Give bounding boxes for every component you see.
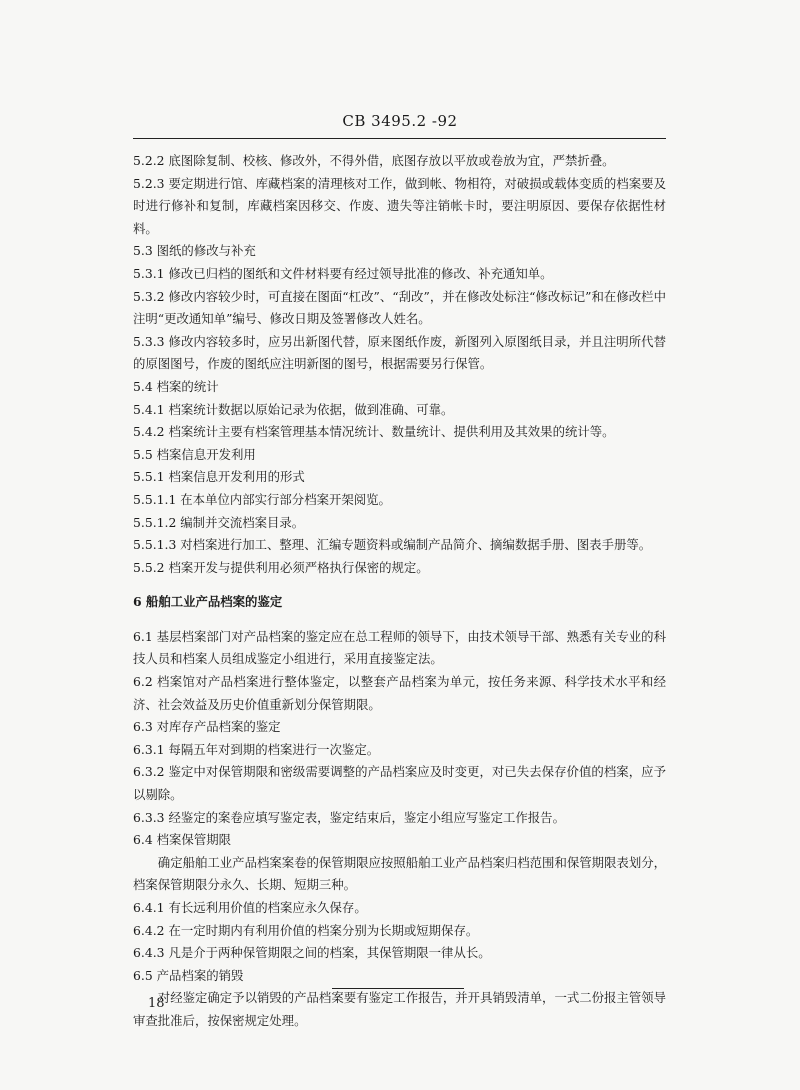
section-6-heading: 6 船舶工业产品档案的鉴定 xyxy=(133,594,283,610)
clause-5-5-1-1: 5.5.1.1 在本单位内部实行部分档案开架阅览。 xyxy=(133,491,391,507)
clause-6-4-3: 6.4.3 凡是介于两种保管期限之间的档案，其保管期限一律从长。 xyxy=(133,945,491,961)
footer-rule xyxy=(332,988,464,989)
clause-5-4-1: 5.4.1 档案统计数据以原始记录为依据，做到准确、可靠。 xyxy=(133,401,454,417)
clause-6-3-3: 6.3.3 经鉴定的案卷应填写鉴定表，鉴定结束后，鉴定小组应写鉴定工作报告。 xyxy=(133,809,565,825)
clause-6-3: 6.3 对库存产品档案的鉴定 xyxy=(133,719,281,735)
clause-6-1: 6.1 基层档案部门对产品档案的鉴定应在总工程师的领导下，由技术领导干部、熟悉有关专业的科技人员和档案人员组成鉴定小组进行，采用直接鉴定法。 xyxy=(133,628,666,667)
page-number: 18 xyxy=(148,996,165,1011)
clause-5-3: 5.3 图纸的修改与补充 xyxy=(133,243,256,259)
header-rule xyxy=(133,138,666,139)
clause-6-4-1: 6.4.1 有长远利用价值的档案应永久保存。 xyxy=(133,900,367,915)
standard-code-header: CB 3495.2 -92 xyxy=(342,112,458,130)
clause-5-4-2: 5.4.2 档案统计主要有档案管理基本情况统计、数量统计、提供利用及其效果的统计等。 xyxy=(133,424,615,440)
clause-6-5-paragraph: 对经鉴定确定予以销毁的产品档案要有鉴定工作报告，并开具销毁清单，一式二份报主管领导审查批准后，按保密规定处理。 xyxy=(133,990,666,1028)
body-text xyxy=(133,150,666,1033)
clause-6-4-2: 6.4.2 在一定时期内有利用价值的档案分别为长期或短期保存。 xyxy=(133,922,479,938)
clause-5-3-1: 5.3.1 修改已归档的图纸和文件材料要有经过领导批准的修改、补充通知单。 xyxy=(133,265,553,281)
clause-5-3-3: 5.3.3 修改内容较多时，应另出新图代替，原来图纸作废，新图列入原图纸目录，并且注明所代替的原图图号，作废的图纸应注明新图的图号，根据需要另行保管。 xyxy=(133,333,666,372)
clause-6-5: 6.5 产品档案的销毁 xyxy=(133,967,244,983)
clause-5-2-2: 5.2.2 底图除复制、校核、修改外，不得外借，底图存放以平放或卷放为宜，严禁折叠。 xyxy=(133,153,615,168)
clause-6-4-paragraph: 确定船舶工业产品档案案卷的保管期限应按照船舶工业产品档案归档范围和保管期限表划分，档案保管期限分永久、长期、短期三种。 xyxy=(133,854,666,893)
clause-5-2-3: 5.2.3 要定期进行馆、库藏档案的清理核对工作，做到帐、物相符，对破损或载体变质的档案要及时进行修补和复制，库藏档案因移交、作废、遗失等注销帐卡时，要注明原因、要保存依据性材料。 xyxy=(133,175,666,236)
clause-6-3-1: 6.3.1 每隔五年对到期的档案进行一次鉴定。 xyxy=(133,741,380,757)
clause-5-5: 5.5 档案信息开发利用 xyxy=(133,446,256,462)
clause-5-3-2: 5.3.2 修改内容较少时，可直接在图面“杠改”、“刮改”，并在修改处标注“修改标记”和在修改栏中注明“更改通知单”编号、修改日期及签署修改人姓名。 xyxy=(133,288,666,327)
clause-5-5-1-2: 5.5.1.2 编制并交流档案目录。 xyxy=(133,514,305,530)
clause-5-5-1: 5.5.1 档案信息开发利用的形式 xyxy=(133,469,305,485)
clause-5-5-2: 5.5.2 档案开发与提供利用必须严格执行保密的规定。 xyxy=(133,559,429,575)
clause-6-4: 6.4 档案保管期限 xyxy=(133,832,231,848)
clause-5-4: 5.4 档案的统计 xyxy=(133,378,219,394)
clause-5-5-1-3: 5.5.1.3 对档案进行加工、整理、汇编专题资料或编制产品简介、摘编数据手册、图表手册等。 xyxy=(133,537,652,553)
clause-6-2: 6.2 档案馆对产品档案进行整体鉴定，以整套产品档案为单元，按任务来源、科学技术水平和经济、社会效益及历史价值重新划分保管期限。 xyxy=(133,674,666,712)
clause-6-3-2: 6.3.2 鉴定中对保管期限和密级需要调整的产品档案应及时变更，对已失去保存价值的档案，应予以剔除。 xyxy=(133,764,666,803)
